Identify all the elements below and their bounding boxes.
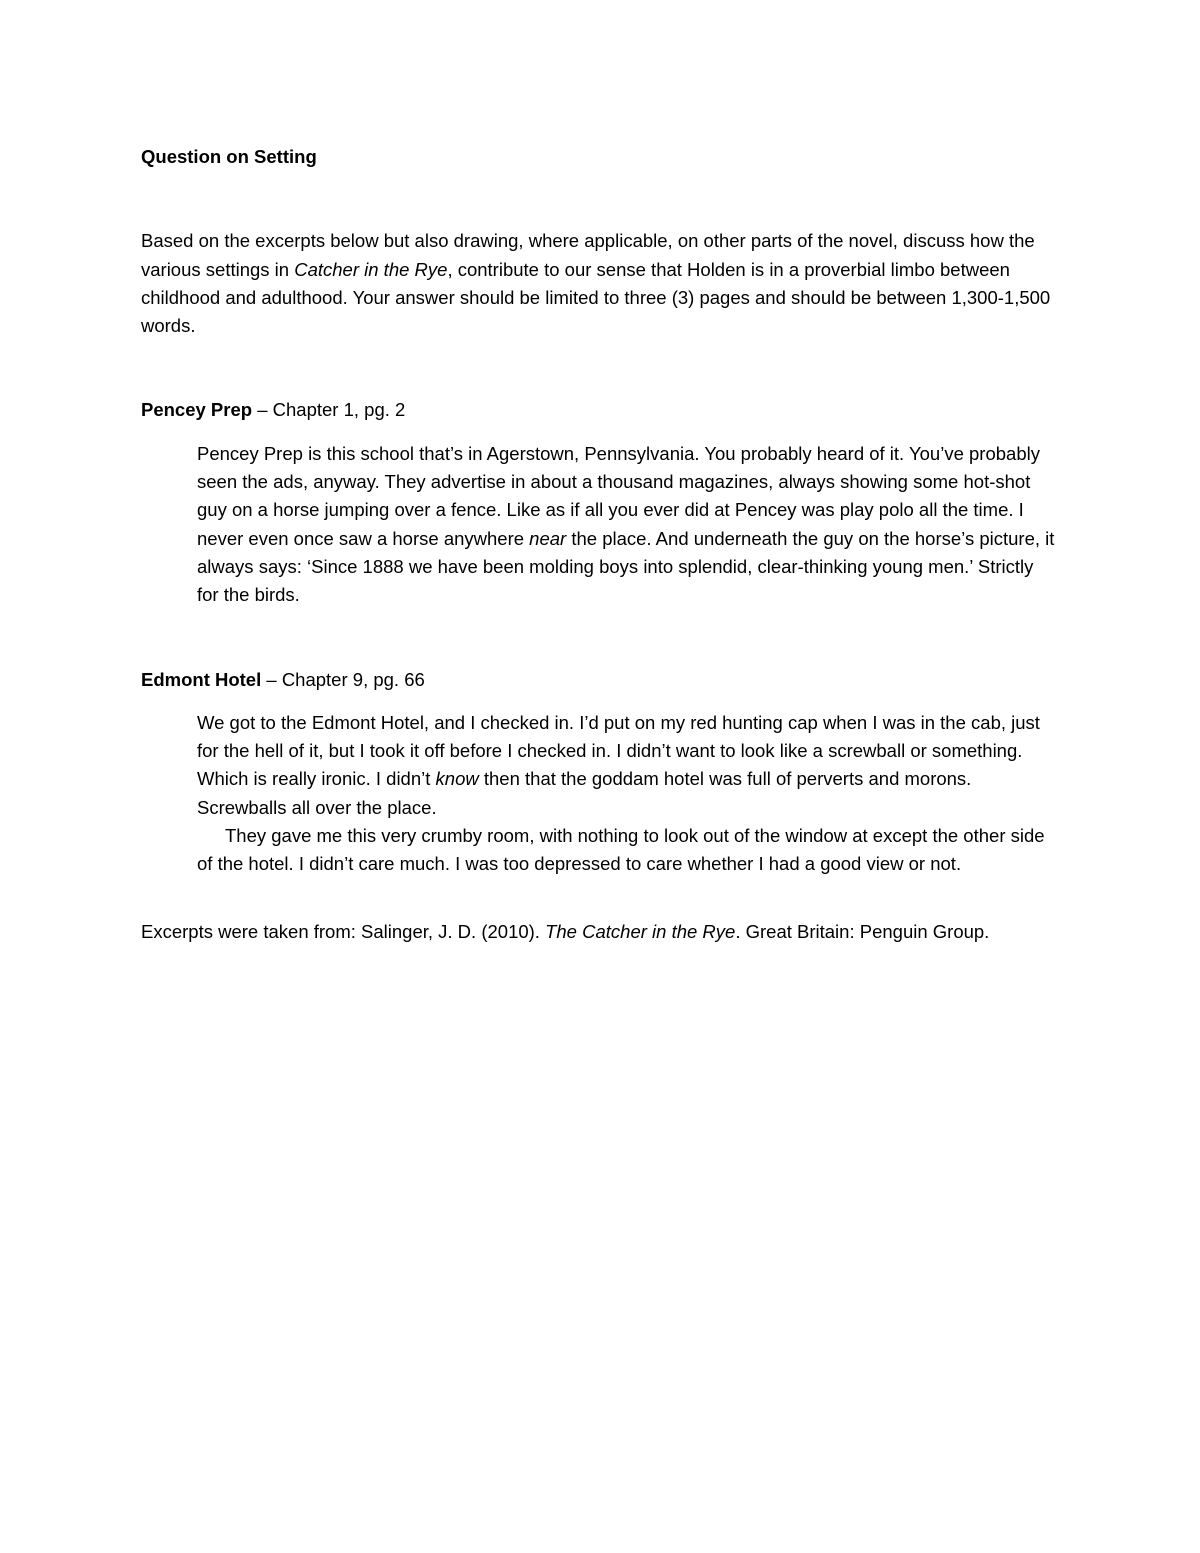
excerpt-paragraph: They gave me this very crumby room, with nothing to look out of the window at except the other side of the hotel. I didn’t care much. I was too depressed to care whether I had a good view or not. — [197, 825, 1045, 875]
excerpt-edmont-hotel — [197, 709, 1057, 879]
excerpt-emphasis: near — [529, 527, 567, 549]
prompt-text-start: Based on the excerpts below but also drawing, where applicable, on other parts of the novel, discuss how the various settings in — [141, 230, 1035, 280]
question-prompt — [141, 227, 1061, 340]
excerpt-text-end: the place. And underneath the guy on the horse’s picture, it always says: ‘Since 1888 we have been molding boys into splendid, clear-thinking young men.’ Strictly for the birds. — [197, 527, 1055, 606]
excerpt-paragraph — [197, 440, 1057, 610]
section-reference: – Chapter 1, pg. 2 — [252, 399, 406, 421]
document-body — [141, 143, 1061, 946]
source-citation — [141, 918, 1061, 946]
prompt-book-title: Catcher in the Rye — [294, 258, 448, 280]
document-title: Question on Setting — [141, 146, 317, 167]
excerpt-emphasis: know — [435, 768, 479, 790]
excerpt-text-start: We got to the Edmont Hotel, and I checked in. I’d put on my red hunting cap when I was in the cab, just for the hell of it, but I took it off before I checked in. I didn’t want to look like a screwball or something. Which is really ironic. I didn’t — [197, 711, 1040, 790]
excerpt-paragraph — [197, 709, 1057, 822]
section-location: Edmont Hotel — [141, 668, 262, 690]
section-heading-pencey-prep — [141, 396, 1061, 424]
section-heading-edmont-hotel — [141, 666, 1061, 694]
citation-text-end: . Great Britain: Penguin Group. — [735, 920, 990, 942]
section-location: Pencey Prep — [141, 399, 253, 421]
citation-book-title: The Catcher in the Rye — [545, 920, 736, 942]
citation-text-start: Excerpts were taken from: Salinger, J. D. (2010). — [141, 920, 546, 942]
section-reference: – Chapter 9, pg. 66 — [261, 668, 425, 690]
excerpt-text-start: Pencey Prep is this school that’s in Agerstown, Pennsylvania. You probably heard of it. You’ve probably seen the ads, anyway. They advertise in about a thousand magazines, always showing some hot-shot guy on a horse jumping over a fence. Like as if all you ever did at Pencey was play polo all the time. I never even once saw a horse anywhere — [197, 442, 1040, 549]
prompt-text-end: , contribute to our sense that Holden is in a proverbial limbo between childhood and adulthood. Your answer should be limited to three (3) pages and should be between 1,300-1,500 words. — [141, 258, 1051, 337]
excerpt-pencey-prep — [197, 440, 1057, 610]
excerpt-text-end: then that the goddam hotel was full of perverts and morons. Screwballs all over the place. — [197, 768, 972, 818]
